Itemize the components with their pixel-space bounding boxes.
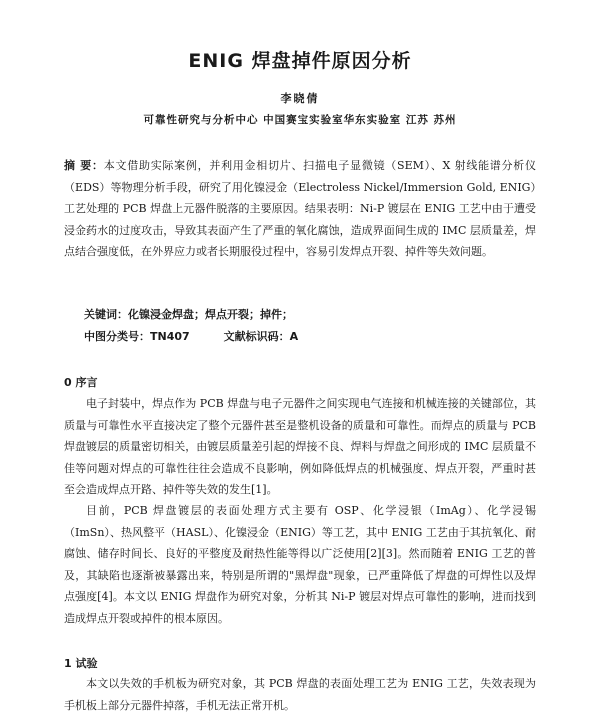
author-affiliation: 可靠性研究与分析中心 中国赛宝实验室华东实验室 江苏 苏州 bbox=[143, 114, 457, 126]
author-name: 李晓倩 bbox=[280, 92, 320, 105]
experiment-paragraph-1: 本文以失效的手机板为研究对象，其 PCB 焊盘的表面处理工艺为 ENIG 工艺，失效表现为手机板上部分元器件掉落，手机无法正常开机。 bbox=[64, 677, 536, 712]
abstract-label: 摘 要： bbox=[64, 159, 104, 172]
abstract-text: 本文借助实际案例，并利用金相切片、扫描电子显微镜（SEM）、X 射线能谱分析仪（EDS）等物理分析手段，研究了用化镍浸金（Electroless Nickel/Immersion Gold, ENIG）工艺处理的 PCB 焊盘上元器件脱落的主要原因。结果表明：Ni-P 镀层在 ENIG 工艺中由于遭受浸金药水的过度攻击，导致其表面产生了严重的氧化腐蚀，造成界面间生成的 IMC 层质量差，焊点结合强度低，在外界应力或者长期服役过程中，容易引发焊点开裂、掉件等失效问题。 bbox=[64, 159, 536, 258]
abstract-block bbox=[64, 155, 536, 263]
intro-paragraph-2: 目前，PCB 焊盘镀层的表面处理方式主要有 OSP、化学浸银（ImAg）、化学浸锡（ImSn）、热风整平（HASL）、化镍浸金（ENIG）等工艺，其中 ENIG 工艺由于其抗氧化、耐腐蚀、储存时间长、良好的平整度及耐热性能等得以广泛使用[2][3]。然而随着 ENIG 工艺的普及，其缺陷也逐渐被暴露出来，特别是所谓的"黑焊盘"现象，已严重降低了焊盘的可焊性以及焊点强度[4]。本文以 ENIG 焊盘作为研究对象，分析其 Ni-P 镀层对焊点可靠性的影响，进而找到造成焊点开裂或掉件的根本原因。 bbox=[64, 504, 536, 625]
intro-paragraph-1: 电子封装中，焊点作为 PCB 焊盘与电子元器件之间实现电气连接和机械连接的关键部位，其质量与可靠性水平直接决定了整个元器件甚至是整机设备的质量和可靠性。而焊点的质量与 PCB 焊盘镀层的质量密切相关，由镀层质量差引起的焊接不良、焊料与焊盘之间形成的 IMC 层质量不佳等问题对焊点的可靠性往往会造成不良影响，例如降低焊点的机械强度、焊点开裂，严重时甚至会造成焊点开路、掉件等失效的发生[1]。 bbox=[64, 397, 536, 496]
paper-title: ENIG 焊盘掉件原因分析 bbox=[188, 50, 412, 72]
classification-line bbox=[84, 328, 298, 344]
doc-code-label: 文献标识码： bbox=[223, 330, 290, 343]
keywords-label: 关键词： bbox=[84, 308, 128, 321]
keywords-line bbox=[84, 306, 293, 322]
clc-label: 中图分类号： bbox=[84, 330, 150, 343]
section-heading-experiment: 1 试验 bbox=[64, 657, 98, 670]
keywords-text: 化镍浸金焊盘；焊点开裂；掉件； bbox=[128, 308, 293, 321]
section-heading-intro: 0 序言 bbox=[64, 376, 98, 389]
doc-code-value: A bbox=[289, 330, 299, 343]
clc-value: TN407 bbox=[150, 330, 190, 343]
